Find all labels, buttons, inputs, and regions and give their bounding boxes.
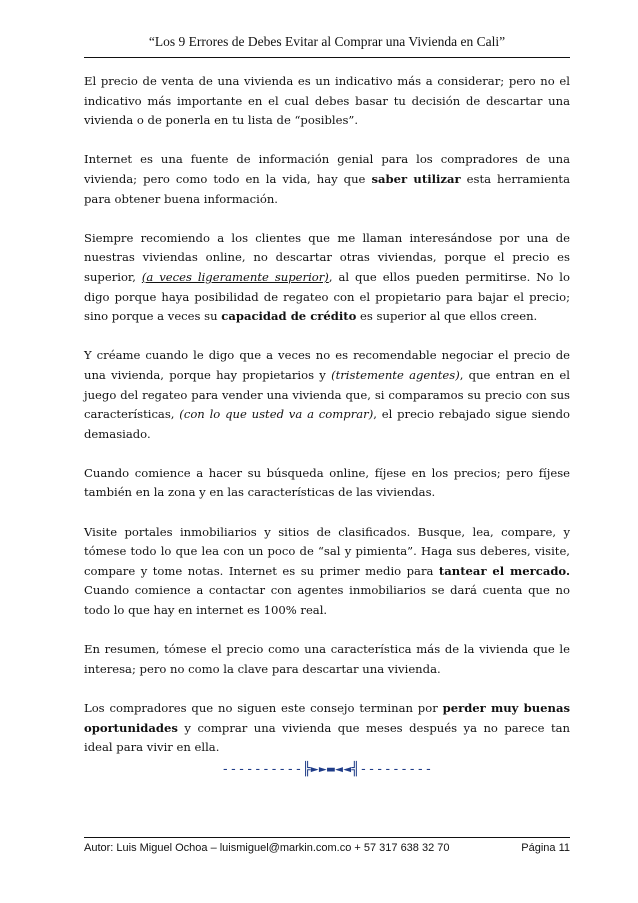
aside-ligeramente-superior: (a veces ligeramente superior) bbox=[141, 269, 329, 284]
paragraph-2-text-end: esta herramienta para obtener buena información. bbox=[84, 171, 570, 206]
paragraph-6-text-end: Cuando comience a contactar con agentes inmobiliarios se dará cuenta que no todo lo que hay en internet es 100% real. bbox=[84, 583, 570, 618]
page-footer bbox=[84, 842, 570, 854]
emphasis-tantear-mercado: tantear el mercado. bbox=[438, 563, 571, 578]
paragraph-2-text: Internet es una fuente de información genial para los compradores de una vivienda; pero como todo en la vida, hay que bbox=[84, 152, 570, 186]
section-divider-ornament: ----------╠►►▬◄◄╣--------- bbox=[221, 762, 433, 777]
paragraph-3 bbox=[84, 229, 570, 327]
paragraph-7: En resumen, tómese el precio como una característica más de la vivienda que le interesa; pero no como la clave para descartar una vivienda. bbox=[84, 642, 570, 676]
footer-author-contact: Autor: Luis Miguel Ochoa – luismiguel@markin.com.co + 57 317 638 32 70 bbox=[84, 842, 450, 854]
paragraph-8 bbox=[84, 699, 570, 758]
paragraph-3-text: Siempre recomiendo a los clientes que me llaman interesándose por una de nuestras viviendas online, no descartar otras viviendas, porque el precio es superior, bbox=[84, 230, 570, 284]
paragraph-5: Cuando comience a hacer su búsqueda online, fíjese en los precios; pero fíjese también en la zona y en las características de las viviendas. bbox=[84, 465, 570, 500]
emphasis-saber-utilizar: saber utilizar bbox=[371, 171, 461, 186]
paragraph-3-text-mid: , al que ellos pueden permitirse. No lo digo porque haya posibilidad de regateo con el propietario para bajar el precio; sino porque a veces su bbox=[84, 269, 570, 324]
paragraph-6 bbox=[84, 523, 570, 621]
aside-tristemente-agentes: (tristemente agentes) bbox=[331, 367, 460, 382]
paragraph-1: El precio de venta de una vivienda es un indicativo más a considerar; pero no el indicativo más importante en el cual debes basar tu decisión de descartar una vivienda o de ponerla en tu lista de “posibles”. bbox=[84, 74, 570, 128]
paragraph-3-text-end: es superior al que ellos creen. bbox=[356, 309, 538, 324]
paragraph-4-text-mid: , que entran en el juego del regateo para vender una vivienda que, si comparamos su precio con sus características, bbox=[84, 367, 570, 422]
paragraph-4-text: Y créame cuando le digo que a veces no es recomendable negociar el precio de una vivienda, porque hay propietarios y bbox=[84, 348, 570, 382]
paragraph-2 bbox=[84, 150, 570, 209]
paragraph-6-text: Visite portales inmobiliarios y sitios de clasificados. Busque, lea, compare, y tómese todo lo que lea con un poco de “sal y pimienta”. Haga sus deberes, visite, compare y tome notas. Internet es su primer medio para bbox=[84, 524, 570, 578]
footer-divider bbox=[84, 837, 570, 838]
emphasis-capacidad-credito: capacidad de crédito bbox=[221, 309, 357, 324]
paragraph-4 bbox=[84, 346, 570, 444]
emphasis-perder-oportunidades: perder muy buenas oportunidades bbox=[84, 701, 570, 735]
header-divider bbox=[84, 57, 570, 58]
paragraph-8-text: Los compradores que no siguen este consejo terminan por bbox=[84, 701, 443, 715]
aside-lo-que-va-a-comprar: (con lo que usted va a comprar) bbox=[179, 407, 374, 422]
page-header-title: “Los 9 Errores de Debes Evitar al Comprar una Vivienda en Cali” bbox=[148, 34, 506, 49]
footer-page-number: Página 11 bbox=[521, 842, 570, 854]
paragraph-4-text-end: , el precio rebajado sigue siendo demasiado. bbox=[84, 407, 570, 441]
paragraph-8-text-end: y comprar una vivienda que meses después ya no parece tan ideal para vivir en ella. bbox=[84, 720, 570, 755]
document-body bbox=[84, 72, 570, 777]
